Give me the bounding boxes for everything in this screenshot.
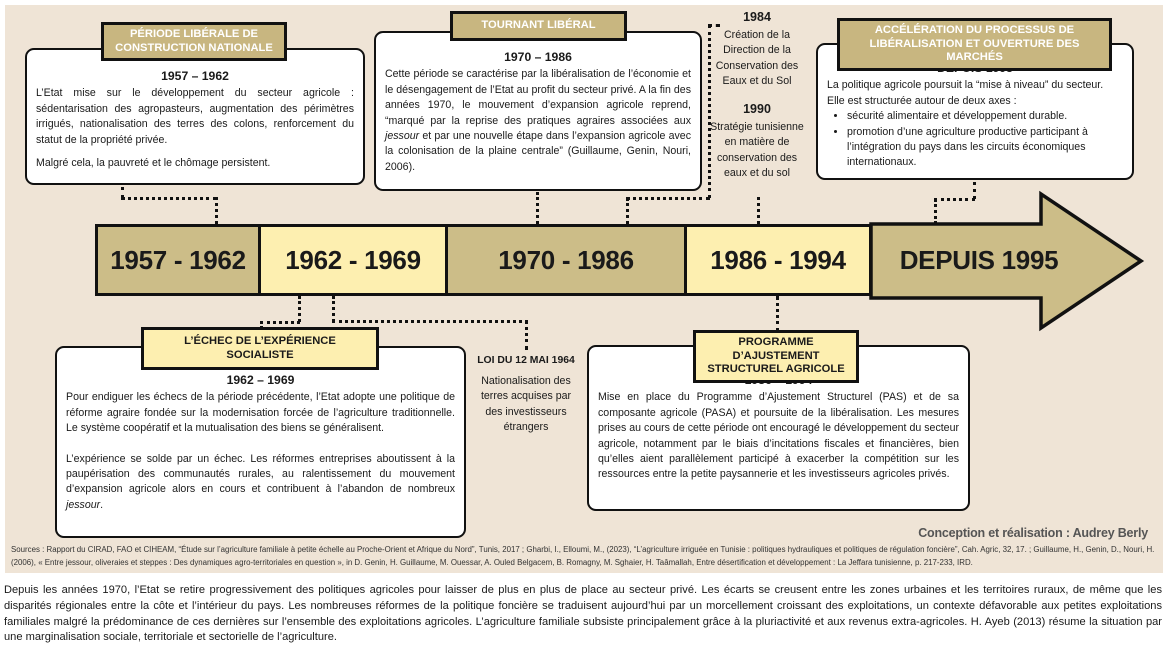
connector	[121, 197, 217, 200]
connector	[525, 320, 528, 350]
label-line: STRUCTUREL AGRICOLE	[707, 363, 845, 375]
label-echec-socialiste	[141, 327, 379, 370]
credit-line: Conception et réalisation : Audrey Berly	[918, 526, 1148, 540]
card-period: 1957 – 1962	[161, 69, 229, 83]
label-line: LIBÉRALISATION ET OUVERTURE DES MARCHÉS	[869, 37, 1080, 63]
label-line: ACCÉLÉRATION DU PROCESSUS DE	[874, 24, 1075, 36]
event-loi-1964	[474, 353, 578, 435]
segment-label: 1957 - 1962	[110, 244, 246, 275]
event-text: Création de la Direction de la Conservation des Eaux et du Sol	[715, 29, 799, 87]
card-period: 1970 – 1986	[504, 50, 572, 64]
connector	[298, 296, 301, 322]
card-1957-1962	[25, 48, 365, 185]
card-paragraph: Pour endiguer les échecs de la période précédente, l’Etat adopte une politique de réforme agraire fondée sur la modernisation forcée de l’agriculture traditionnelle. Le système coopératif et la mutualisation des biens se généralisent.	[66, 391, 455, 435]
card-1970-1986	[374, 31, 702, 191]
connector	[260, 321, 300, 324]
segment-label: 1986 - 1994	[710, 244, 846, 275]
timeline-segment-1962-1969	[258, 224, 448, 296]
event-1984	[707, 10, 807, 89]
event-year: 1984	[743, 10, 771, 24]
text-span: et par une nouvelle étape dans l’expansion agricole avec la colonisation de la plaine centrale” (Guillaume, Genin, Nouri, 2006).	[385, 130, 691, 173]
axes-item: • promotion d’une agriculture productive participant à l’intégration du pays dans les circuits économiques internationaux.	[847, 125, 1123, 171]
connector	[626, 197, 710, 200]
timeline-segment-1970-1986	[445, 224, 687, 296]
segment-label: DEPUIS 1995	[899, 244, 1059, 275]
connector	[215, 197, 218, 224]
italic-term: jessour	[66, 498, 101, 511]
label-line: L’ÉCHEC DE L’EXPÉRIENCE SOCIALISTE	[184, 335, 336, 361]
event-year: LOI DU 12 MAI 1964	[477, 355, 575, 366]
timeline-segment-depuis-1995	[872, 224, 1086, 296]
summary-paragraph: Depuis les années 1970, l’Etat se retire progressivement des politiques agricoles pour laisser de plus en plus de place au secteur privé. Les écarts se creusent entre les zones urbaines et les territoires ruraux, de même que les disparités régionales entre la côte et l’intérieur du pays. Les nombreuses réformes de la politique foncière se traduisent aujourd’hui par un morcellement croissant des exploitations, un contexte défavorable aux petites exploitations familiales malgré la prédominance de ces dernières sur l’ensemble des exploitations agricoles. L’agriculture familiale subsiste principalement grâce à la pluriactivité et aux revenus extra-agricoles. H. Ayeb (2013) résume la situation par une marginalisation sociale, territoriale et sectorielle de l’agriculture.	[4, 584, 1162, 644]
card-paragraph: Malgré cela, la pauvreté et le chômage persistent.	[36, 157, 271, 170]
axes-item: • sécurité alimentaire et développement durable.	[847, 109, 1123, 124]
event-text: Nationalisation des terres acquises par des investisseurs étrangers	[480, 375, 572, 433]
text-span: Cette période se caractérise par la libéralisation de l’économie et le désengagement de l’Etat au profit du secteur privé. A la fin des années 1970, le mouvement d’expansion agricole reprend, “marqué par la reprise des pratiques agraires associées aux	[385, 68, 691, 127]
connector	[757, 197, 760, 224]
label-line: TOURNANT LIBÉRAL	[481, 19, 596, 31]
label-line: PROGRAMME D’AJUSTEMENT	[732, 336, 820, 362]
card-period: 1962 – 1969	[226, 373, 295, 387]
card-1962-1969	[55, 346, 466, 538]
label-acceleration	[837, 18, 1112, 71]
timeline-segment-1986-1994	[684, 224, 872, 296]
event-year: 1990	[743, 102, 771, 116]
text-span: L’expérience se solde par un échec. Les réformes entreprises aboutissent à la paupérisation des communautés rurales, au ralentissement du mouvement d’expansion agricole alors en cours et contribuent à l’abandon de nombreux	[66, 452, 455, 496]
card-paragraph	[66, 452, 455, 514]
connector	[708, 24, 720, 27]
card-paragraph	[385, 67, 691, 175]
italic-term: jessour	[385, 130, 420, 143]
sources-text: Sources : Rapport du CIRAD, FAO et CIHEAM, “Étude sur l’agriculture familiale à petite échelle au Proche-Orient et Afrique du Nord”, Tunis, 2017 ; Gharbi, I., Elloumi, M., (2023), “L’agriculture irriguée en Tunisie : politiques hydrauliques et politiques de régulation foncière”, Cah. Agric, 32, 17. ; Guillaume, H., Genin, D., Nouri, H. (2006), « Entre jessour, oliveraies et steppes : Des dynamiques agro-territoriales en question », in D. Genin, H. Guillaume, M. Ouessar, A. Ouled Belgacem, B. Romagny, M. Sghaier, H. Taâmallah, Entre désertification et développement : La Jeffara tunisienne, p. 217-233, IRD.	[11, 545, 1155, 567]
connector	[626, 198, 629, 224]
card-paragraph: L’Etat mise sur le développement du secteur agricole : sédentarisation des agropasteurs, augmentation des périmètres irrigués, nationalisation des terres des colons, renforcement du statut de la propriété privée.	[36, 87, 354, 146]
segment-label: 1970 - 1986	[498, 244, 634, 275]
text-span: .	[100, 498, 104, 511]
connector	[332, 320, 528, 323]
label-periode-liberale	[101, 22, 287, 61]
label-tournant-liberal	[450, 11, 627, 41]
axes-list	[827, 109, 1123, 171]
label-line: CONSTRUCTION NATIONALE	[115, 41, 273, 54]
connector	[708, 25, 711, 198]
card-paragraph: Mise en place du Programme d’Ajustement Structurel (PAS) et de sa composante agricole (PASA) et poursuite de la libéralisation. Les mesures prises au cours de cette période ont encouragé le développement du secteur agricole, notamment par le biais d’incitations fiscales et financières, bien qu’elles aient parallèlement participé à exacerber la compétition sur les ressources entre la petite paysannerie et les investisseurs agricoles privés.	[598, 391, 959, 481]
event-text: Stratégie tunisienne en matière de conservation des eaux et du sol	[710, 121, 804, 179]
label-line: PÉRIODE LIBÉRALE DE	[129, 28, 259, 40]
label-programme-ajustement	[693, 330, 859, 383]
timeline-segment-1957-1962	[95, 224, 261, 296]
connector	[332, 296, 335, 322]
segment-label: 1962 - 1969	[285, 244, 421, 275]
card-paragraph: La politique agricole poursuit la “mise à niveau” du secteur. Elle est structurée autour de deux axes :	[827, 79, 1104, 107]
event-1990	[707, 102, 807, 181]
connector	[776, 296, 779, 332]
connector	[536, 192, 539, 224]
